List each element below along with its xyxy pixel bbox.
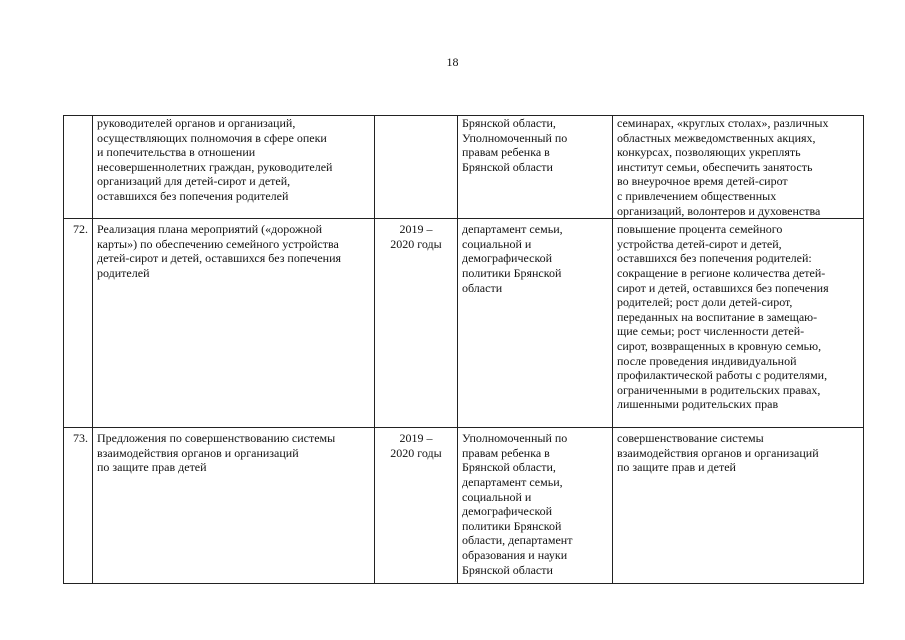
cell-text-line: 2019 – bbox=[399, 431, 433, 446]
cell-text-line: институт семьи, обеспечить занятость bbox=[617, 159, 813, 174]
cell-text-line: ограниченными в родительских правах, bbox=[617, 382, 821, 397]
cell-text-line: руководителей органов и организаций, bbox=[97, 116, 296, 130]
cell-text-line: профилактической работы с родителями, bbox=[617, 368, 828, 383]
cell-text-line: во внеурочное время детей-сирот bbox=[617, 174, 788, 189]
result-cell bbox=[613, 428, 864, 584]
cell-text-line: взаимодействия органов и организаций bbox=[97, 445, 299, 460]
cell-text-line: политики Брянской bbox=[462, 265, 562, 280]
cell-text-line: департамент семьи, bbox=[462, 222, 563, 237]
table-row bbox=[64, 219, 864, 428]
cell-text-line: оставшихся без попечения родителей bbox=[97, 188, 289, 203]
cell-text-line: организаций для детей-сирот и детей, bbox=[97, 174, 291, 189]
result-cell bbox=[613, 219, 864, 428]
cell-text-line: Уполномоченный по bbox=[462, 130, 568, 145]
cell-text-line: правам ребенка в bbox=[462, 145, 550, 160]
table-row bbox=[64, 428, 864, 584]
cell-text-line: образования и науки bbox=[462, 547, 568, 562]
cell-text-line: Брянской области, bbox=[462, 460, 556, 475]
cell-text-line: по защите прав детей bbox=[97, 460, 207, 475]
cell-text-line: повышение процента семейного bbox=[617, 222, 783, 237]
executors-cell bbox=[458, 428, 613, 584]
cell-text-line: устройства детей-сирот и детей, bbox=[617, 236, 782, 251]
dates-cell bbox=[375, 116, 458, 219]
cell-text-line: Реализация плана мероприятий («дорожной bbox=[97, 222, 323, 237]
cell-text-line: 2019 – bbox=[399, 222, 433, 237]
cell-text-line: и попечительства в отношении bbox=[97, 145, 256, 160]
cell-text-line: департамент семьи, bbox=[462, 474, 563, 489]
cell-text-line: Брянской области, bbox=[462, 116, 556, 130]
cell-text-line: Уполномоченный по bbox=[462, 431, 568, 446]
cell-text-line: сирот и детей, оставшихся без попечения bbox=[617, 280, 829, 295]
row-number-cell: 73. bbox=[64, 428, 93, 584]
cell-text-line: после проведения индивидуальной bbox=[617, 353, 797, 368]
cell-text-line: сирот, возвращенных в кровную семью, bbox=[617, 338, 822, 353]
table-row bbox=[64, 116, 864, 219]
cell-text-line: Предложения по совершенствованию системы bbox=[97, 431, 336, 446]
cell-text-line: политики Брянской bbox=[462, 518, 562, 533]
cell-text-line: областных межведомственных акциях, bbox=[617, 130, 816, 145]
cell-text-line: социальной и bbox=[462, 236, 532, 251]
cell-text-line: лишенными родительских прав bbox=[617, 397, 779, 412]
cell-text-line: области, департамент bbox=[462, 533, 573, 548]
measure-cell bbox=[93, 219, 375, 428]
cell-text-line: правам ребенка в bbox=[462, 445, 550, 460]
cell-text-line: переданных на воспитание в замещаю- bbox=[617, 309, 818, 324]
measures-table bbox=[63, 115, 864, 584]
cell-text-line: осуществляющих полномочия в сфере опеки bbox=[97, 130, 327, 145]
cell-text-line: 2020 годы bbox=[390, 445, 442, 460]
cell-text-line: взаимодействия органов и организаций bbox=[617, 445, 819, 460]
measure-cell bbox=[93, 428, 375, 584]
cell-text-line: по защите прав и детей bbox=[617, 460, 736, 475]
cell-text-line: совершенствование системы bbox=[617, 431, 764, 446]
row-number-cell: 72. bbox=[64, 219, 93, 428]
cell-text-line: демографической bbox=[462, 251, 553, 266]
page-number: 18 bbox=[446, 55, 459, 69]
cell-text-line: оставшихся без попечения родителей: bbox=[617, 251, 812, 266]
cell-text-line: родителей bbox=[97, 265, 150, 280]
cell-text-line: сокращение в регионе количества детей- bbox=[617, 265, 826, 280]
cell-text-line: организаций, волонтеров и духовенства bbox=[617, 203, 821, 218]
dates-cell bbox=[375, 219, 458, 428]
cell-text-line: родителей; рост доли детей-сирот, bbox=[617, 295, 793, 310]
cell-text-line: области bbox=[462, 280, 503, 295]
result-cell bbox=[613, 116, 864, 219]
cell-text-line: карты») по обеспечению семейного устройства bbox=[97, 236, 339, 251]
executors-cell bbox=[458, 219, 613, 428]
cell-text-line: Брянской области bbox=[462, 562, 553, 577]
cell-text-line: конкурсах, позволяющих укреплять bbox=[617, 145, 801, 160]
cell-text-line: демографической bbox=[462, 504, 553, 519]
cell-text-line: с привлечением общественных bbox=[617, 188, 777, 203]
cell-text-line: несовершеннолетних граждан, руководителей bbox=[97, 159, 333, 174]
cell-text-line: детей-сирот и детей, оставшихся без попечения bbox=[97, 251, 342, 266]
cell-text-line: 2020 годы bbox=[390, 236, 442, 251]
dates-cell bbox=[375, 428, 458, 584]
executors-cell bbox=[458, 116, 613, 219]
cell-text-line: Брянской области bbox=[462, 159, 553, 174]
cell-text-line: щие семьи; рост численности детей- bbox=[617, 324, 805, 339]
cell-text-line: семинарах, «круглых столах», различных bbox=[617, 116, 829, 130]
row-number-cell bbox=[64, 116, 93, 219]
measure-cell bbox=[93, 116, 375, 219]
cell-text-line: социальной и bbox=[462, 489, 532, 504]
